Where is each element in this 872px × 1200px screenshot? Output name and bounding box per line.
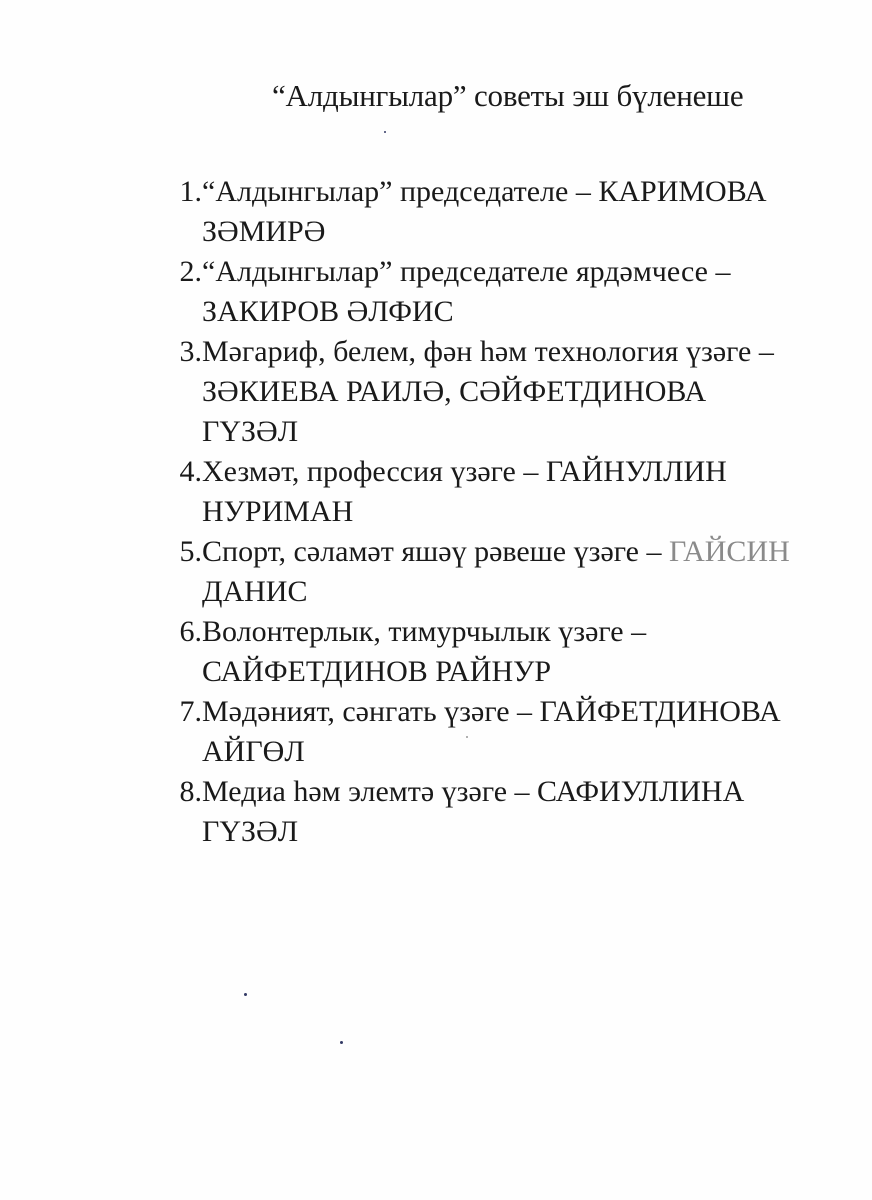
item-text-faded: ГАЙСИН — [669, 535, 790, 568]
item-text-continued: ЗӘКИЕВА РАИЛӘ, СӘЙФЕТДИНОВА — [202, 375, 707, 408]
list-item — [172, 772, 832, 852]
list-item — [172, 452, 832, 532]
item-text-continued: ЗӘМИРӘ — [202, 215, 326, 248]
item-text-continued: АЙГӨЛ — [202, 735, 305, 768]
item-text: Спорт, сәламәт яшәү рәвеше үзәге – — [202, 535, 669, 568]
document-title: “Алдынгылар” советы эш бүленеше — [272, 78, 744, 113]
scan-speck — [384, 131, 386, 133]
item-text: Мәгариф, белем, фән һәм технология үзәге – — [202, 335, 774, 368]
list-item — [172, 252, 832, 332]
list-item — [172, 612, 832, 692]
item-text: “Алдынгылар” председателе – КАРИМОВА — [202, 175, 767, 208]
scan-speck — [466, 736, 468, 738]
scan-speck — [244, 993, 247, 996]
item-text-continued: ДАНИС — [202, 575, 308, 608]
item-text: Хезмәт, профессия үзәге – ГАЙНУЛЛИН — [202, 455, 727, 488]
item-text: Мәдәният, сәнгать үзәге – ГАЙФЕТДИНОВА — [202, 695, 781, 728]
list-item — [172, 172, 832, 252]
item-text: Волонтерлык, тимурчылык үзәге – — [202, 615, 647, 648]
item-text-continued: ЗАКИРОВ ӘЛФИС — [202, 295, 454, 328]
item-number: 7. — [179, 695, 202, 728]
item-number: 6. — [179, 615, 202, 648]
item-text-continued: САЙФЕТДИНОВ РАЙНУР — [202, 655, 552, 688]
item-text: Медиа һәм элемтә үзәге – САФИУЛЛИНА — [202, 775, 745, 808]
item-text-continued: НУРИМАН — [202, 495, 354, 528]
item-number: 8. — [179, 775, 202, 808]
item-number: 1. — [179, 175, 202, 208]
item-number: 2. — [179, 255, 202, 288]
item-text-continued: ГҮЗӘЛ — [202, 415, 299, 448]
item-number: 4. — [179, 455, 202, 488]
list-item — [172, 692, 832, 772]
item-number: 3. — [179, 335, 202, 368]
item-number: 5. — [179, 535, 202, 568]
scan-speck — [340, 1041, 343, 1044]
item-text: “Алдынгылар” председателе ярдәмчесе – — [202, 255, 731, 288]
list-item — [172, 532, 832, 612]
list-item — [172, 332, 832, 452]
item-text-continued: ГҮЗӘЛ — [202, 815, 299, 848]
council-roles-list — [172, 172, 832, 852]
